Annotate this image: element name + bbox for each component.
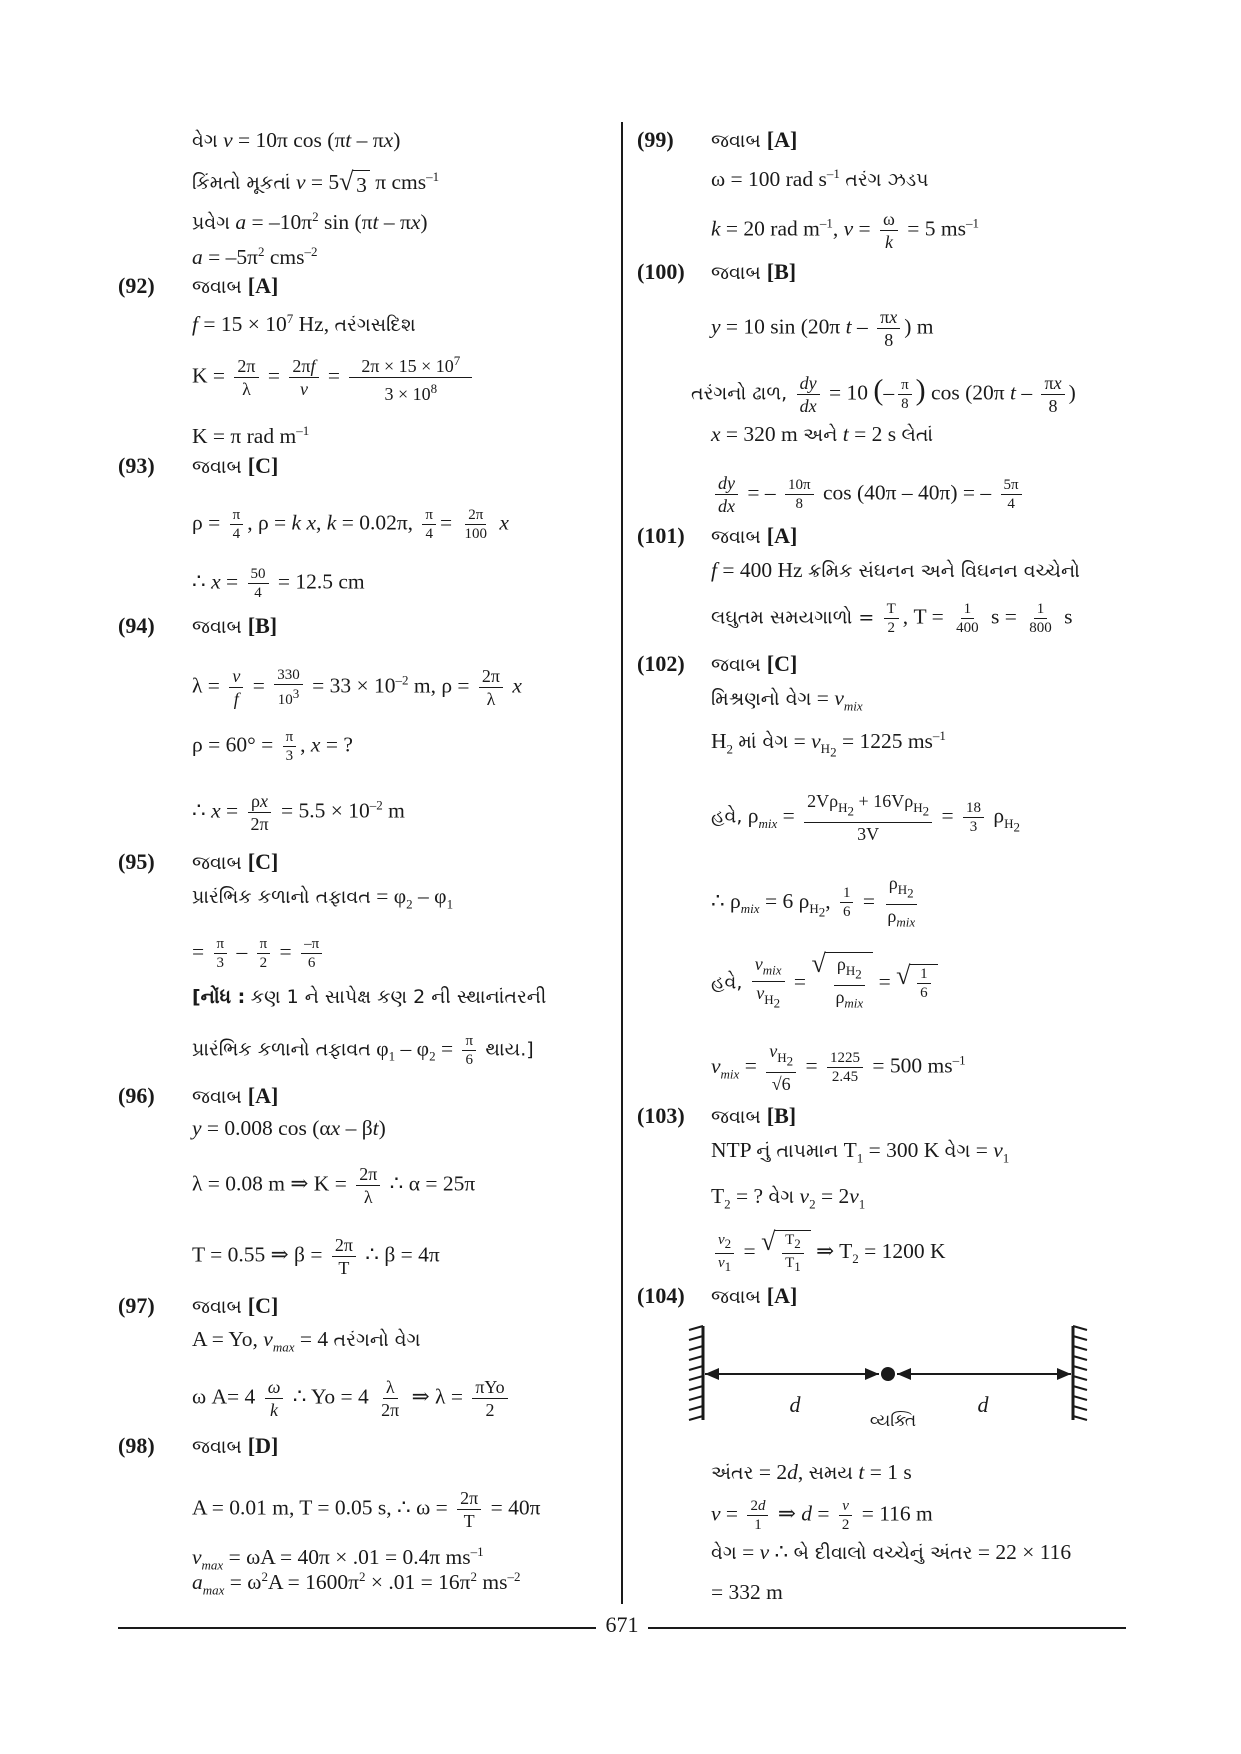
- q93-answer: જવાબ [C]: [192, 453, 279, 478]
- q97-line2: ω A= 4 $\frac{\omega}{k}$ ∴ Yo = 4 $\frac{\lambda}{2\pi}$ ⇒ λ = $\frac{\text{πYo}}{2}$: [192, 1376, 512, 1421]
- page-number: 671: [605, 1612, 639, 1637]
- q101-line2: લઘુતમ સમયગાળો = $\frac{T}{2}$ , T = $\frac{1}{400}$ s = $\frac{1}{800}$ s: [711, 601, 1073, 636]
- q99-line2: k = 20 rad $m^{-1}$, v = $\frac{\omega}{k}$ = 5 $ms^{-1}$: [711, 209, 979, 252]
- q95-number: (95): [118, 849, 155, 874]
- q98-answer: જવાબ [D]: [192, 1433, 279, 1458]
- q92-line2: K = $\frac{2\pi}{\lambda}$ = $\frac{2\pi f}{v}$ = $\frac{2\pi \times 15 \times 10^7}{3 \times 10^8}$: [192, 350, 476, 405]
- q103-line2: $T_2$ = ? વેગ $v_2 = 2v_1$: [711, 1184, 866, 1212]
- q92-answer: જવાબ [A]: [192, 273, 279, 298]
- q100-line3: x = 320 m અને t = 2 s લેતાં: [711, 422, 934, 446]
- q102-answer: જવાબ [C]: [711, 651, 798, 676]
- q91-line3: પ્રવેગ $a = -10\pi^2$ sin (πt – πx): [192, 209, 428, 235]
- q94-line1: λ = $\frac{v}{f}$ = $\frac{330}{10^3}$ = $33 \times 10^{-2}$ m, ρ = $\frac{2\pi}{\lambda}$ x: [192, 666, 522, 709]
- q97-answer: જવાબ [C]: [192, 1293, 279, 1318]
- q96-line2: λ = 0.08 m ⇒ K = $\frac{2\pi}{\lambda}$ ∴ α = 25π: [192, 1164, 476, 1207]
- q99-line1: ω = 100 rad $s^{-1}$ તરંગ ઝડપ: [711, 166, 929, 192]
- q98-line3: $a_{max} = \omega^2A = 1600\pi^2 \times .01 = 16\pi^2$ $ms^{-2}$: [192, 1569, 521, 1598]
- walls-diagram: [665, 1318, 1125, 1438]
- q94-answer: જવાબ [B]: [192, 613, 278, 638]
- distance-label-left: d: [789, 1392, 801, 1417]
- q92-number: (92): [118, 273, 155, 298]
- q104-line3: વેગ = v ∴ બે દીવાલો વચ્ચેનું અંતર = 22 × 116: [711, 1540, 1072, 1564]
- q101-number: (101): [637, 523, 685, 548]
- q95-note2: પ્રારંભિક કળાનો તફાવત $\varphi_1 - \varphi_2$ = $\frac{\pi}{6}$ થાય.]: [192, 1033, 534, 1068]
- q102-line3: હવે, $\rho_{mix}$ = $\frac{2V\rho_{H_2} + 16V\rho_{H_2}}{3V}$ = $\frac{18}{3}$ $\rho_{H_2}$: [711, 791, 1020, 845]
- q96-answer: જવાબ [A]: [192, 1083, 279, 1108]
- q102-number: (102): [637, 651, 685, 676]
- q101-line1: f = 400 Hz ક્રમિક સંઘનન અને વિઘનન વચ્ચેનો: [711, 558, 1080, 582]
- q95-line2: = $\frac{\pi}{3}$ – $\frac{\pi}{2}$ = $\frac{-\pi}{6}$: [192, 935, 326, 972]
- q98-line1: A = 0.01 m, T = 0.05 s, ∴ ω = $\frac{2\pi}{T}$ = 40π: [192, 1488, 541, 1531]
- q96-line1: y = 0.008 cos (αx – βt): [192, 1116, 386, 1140]
- q91-line1: વેગ v = 10π cos (πt – πx): [192, 128, 401, 152]
- footer-rule-right: [648, 1627, 1126, 1629]
- q94-line3: ∴ x = $\frac{\rho x}{2\pi}$ = $5.5 \times 10^{-2}$ m: [192, 791, 405, 834]
- q103-line1: NTP નું તાપમાન $T_1 = 300$ K વેગ = $v_1$: [711, 1138, 1010, 1166]
- distance-label-right: d: [977, 1392, 989, 1417]
- q95-note1: [નોંધ : કણ 1 ને સાપેક્ષ કણ 2 ની સ્થાનાંતરની: [192, 986, 547, 1008]
- q98-line2: $v_{max} = \omega A = 40\pi \times .01 = 0.4\pi$ $ms^{-1}$: [192, 1544, 484, 1573]
- left-wall-hatching: [689, 1326, 703, 1420]
- left-arrowhead: [705, 1368, 719, 1380]
- q102-line5: હવે, $\frac{v_{mix}}{v_{H_2}}$ = √ $\frac{\rho_{H_2}}{\rho_{mix}}$ = √ $\frac{1}{6}$: [711, 952, 938, 1015]
- q103-line3: $\frac{v_2}{v_1}$ = √ $\frac{T_2}{T_1}$ ⇒ $T_2 = 1200$ K: [711, 1230, 946, 1276]
- q100-line4: $\frac{dy}{dx}$ = – $\frac{10\pi}{8}$ cos (40π – 40π) = – $\frac{5\pi}{4}$: [711, 472, 1026, 517]
- q95-answer: જવાબ [C]: [192, 849, 279, 874]
- q100-line1: y = 10 sin (20π t – $\frac{\pi x}{8}$ ) m: [711, 307, 934, 350]
- q101-answer: જવાબ [A]: [711, 523, 798, 548]
- q95-line1: પ્રારંભિક કળાનો તફાવત = $\varphi_2 - \varphi_1$: [192, 884, 454, 912]
- q100-line2: તરંગનો ઢાળ, $\frac{dy}{dx}$ = 10 (– $\frac{\pi}{8}$ ) cos (20π t – $\frac{\pi x}{8}$ ): [691, 373, 1076, 416]
- footer-rule-left: [118, 1627, 596, 1629]
- q102-line4: ∴ $\rho_{mix} = 6$ $\rho_{H_2}$, $\frac{1}{6}$ = $\frac{\rho_{H_2}}{\rho_{mix}}$: [711, 873, 916, 930]
- q97-number: (97): [118, 1293, 155, 1318]
- q103-number: (103): [637, 1103, 685, 1128]
- q94-line2: ρ = 60° = $\frac{\pi}{3}$ , x = ?: [192, 729, 353, 764]
- right-wall-hatching: [1073, 1326, 1087, 1420]
- q96-line3: T = 0.55 ⇒ β = $\frac{2\pi}{T}$ ∴ β = 4π: [192, 1235, 440, 1278]
- q98-number: (98): [118, 1433, 155, 1458]
- column-divider: [621, 122, 623, 1604]
- q91-line2: કિંમતો મૂકતાં v = 5√ 3 π cms$^{-1}$: [192, 163, 439, 199]
- q102-line1: મિશ્રણનો વેગ = $v_{mix}$: [711, 686, 863, 714]
- center-left-arrowhead: [865, 1368, 879, 1380]
- q104-number: (104): [637, 1283, 685, 1308]
- q93-number: (93): [118, 453, 155, 478]
- q94-number: (94): [118, 613, 155, 638]
- q93-line1: ρ = $\frac{\pi}{4}$ , ρ = k x, k = 0.02π, $\frac{\pi}{4}$ = $\frac{2\pi}{100}$ x: [192, 507, 509, 542]
- q102-line2: $H_2$ માં વેગ = $v_{H_2} = 1225$ $ms^{-1}$: [711, 728, 946, 761]
- q91-line4: $a = -5\pi^2$ cms$^{-2}$: [192, 244, 318, 270]
- q96-number: (96): [118, 1083, 155, 1108]
- q103-answer: જવાબ [B]: [711, 1103, 797, 1128]
- q99-answer: જવાબ [A]: [711, 127, 798, 152]
- q92-line1: $f = 15 \times 10^7$ Hz, તરંગસદિશ: [192, 311, 416, 337]
- q102-line6: $v_{mix}$ = $\frac{v_{H_2}}{√6}$ = $\frac{1225}{2.45}$ = 500 $ms^{-1}$: [711, 1041, 966, 1095]
- center-right-arrowhead: [897, 1368, 911, 1380]
- q104-line1: અંતર = 2d, સમય t = 1 s: [711, 1460, 912, 1484]
- q100-number: (100): [637, 259, 685, 284]
- person-dot: [881, 1367, 895, 1381]
- q104-line4: = 332 m: [711, 1580, 783, 1604]
- person-label: વ્યક્તિ: [869, 1411, 917, 1431]
- q93-line2: ∴ x = $\frac{50}{4}$ = 12.5 cm: [192, 566, 365, 601]
- q104-line2: v = $\frac{2d}{1}$ ⇒ d = $\frac{v}{2}$ = 116 m: [711, 1498, 933, 1533]
- q104-answer: જવાબ [A]: [711, 1283, 798, 1308]
- q99-number: (99): [637, 127, 674, 152]
- q92-line3: K = π rad $m^{-1}$: [192, 423, 310, 449]
- q97-line1: A = Yo, $v_{max} = 4$ તરંગનો વેગ: [192, 1327, 421, 1355]
- q100-answer: જવાબ [B]: [711, 259, 797, 284]
- right-arrowhead: [1057, 1368, 1071, 1380]
